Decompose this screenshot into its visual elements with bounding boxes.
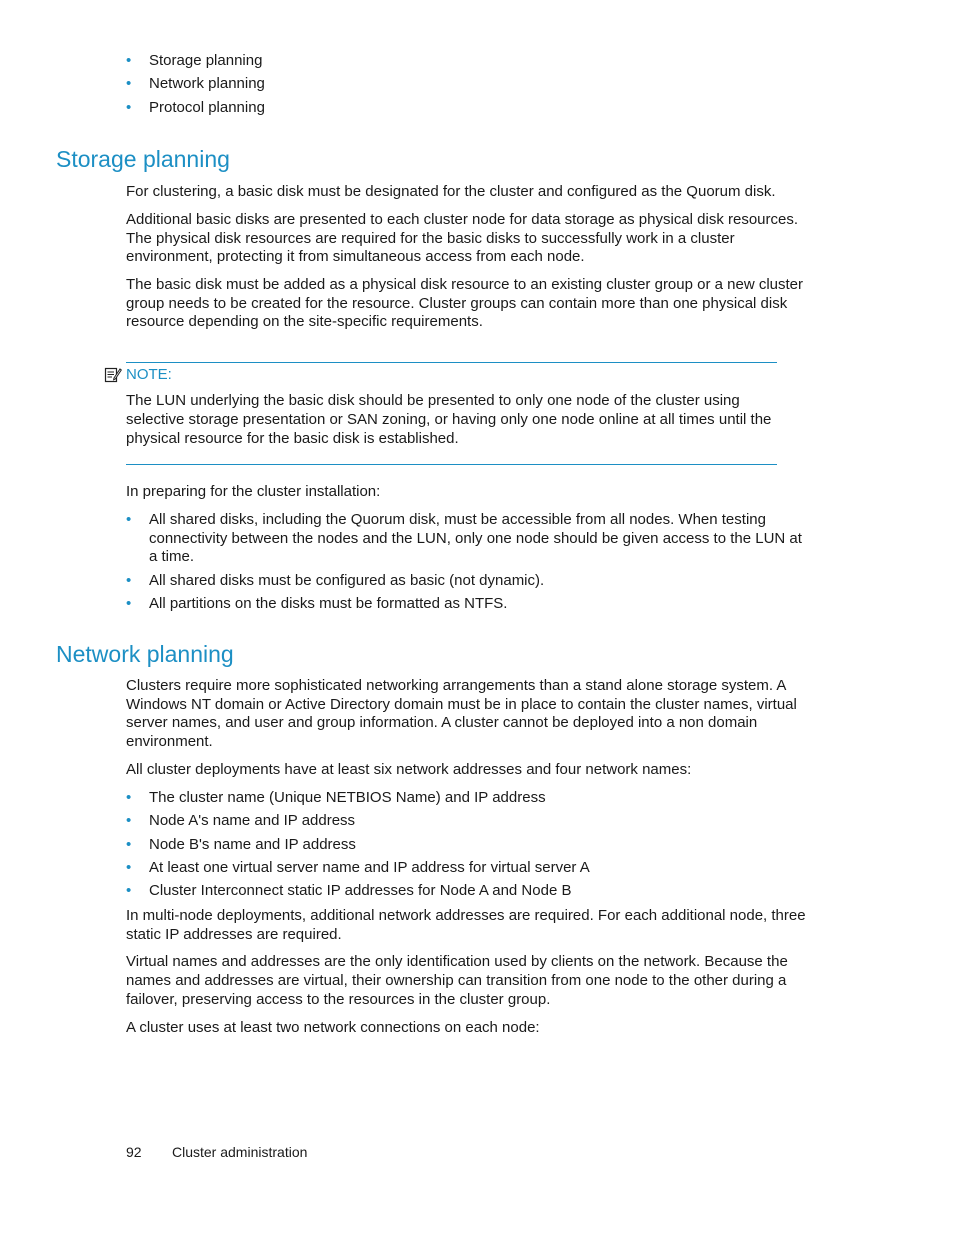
paragraph: In multi-node deployments, additional network addresses are required. For each additional node, three static IP addresses are required. — [126, 906, 806, 943]
list-item: • All shared disks must be configured as basic (not dynamic). — [126, 572, 806, 591]
list-item: • At least one virtual server name and IP address for virtual server A — [126, 859, 806, 878]
paragraph: Virtual names and addresses are the only identification used by clients on the network. Because the names and addresses are virtual, their ownership can transition from one node to the other during a failover, preserving access to the resources in the cluster group. — [126, 953, 788, 1008]
paragraph: The basic disk must be added as a physical disk resource to an existing cluster group or a new cluster group needs to be created for the resource. Cluster groups can contain more than one physical disk resource depending on the site-specific requirements. — [126, 276, 804, 331]
page-number: 92 — [126, 1144, 142, 1160]
paragraph: For clustering, a basic disk must be designated for the cluster and configured as the Quorum disk. — [126, 183, 776, 200]
list-item: • The cluster name (Unique NETBIOS Name) and IP address — [126, 789, 806, 808]
storage-planning-body — [126, 183, 806, 332]
page-footer — [126, 1144, 307, 1160]
note-icon — [104, 366, 122, 384]
storage-planning-heading: Storage planning — [56, 146, 230, 172]
network-planning-heading: Network planning — [56, 641, 234, 667]
paragraph: Additional basic disks are presented to each cluster node for data storage as physical disk resources. The physical disk resources are required for the basic disks to successfully work in a cluster environment, protecting it from simultaneous access from each node. — [126, 210, 799, 266]
note-label: NOTE: — [126, 366, 172, 383]
top-bullet-list — [126, 52, 806, 122]
list-item: • Cluster Interconnect static IP addresses for Node A and Node B — [126, 882, 806, 901]
installation-prep — [126, 483, 806, 618]
list-item: • All shared disks, including the Quorum disk, must be accessible from all nodes. When testing connectivity between the nodes and the LUN, only one node should be given access to the LUN at a time. — [126, 511, 806, 567]
network-list — [126, 789, 806, 901]
prep-list — [126, 511, 806, 614]
list-item: • Node B's name and IP address — [126, 836, 806, 855]
list-item: • Storage planning — [126, 52, 806, 71]
list-item: • Protocol planning — [126, 99, 806, 118]
paragraph: Clusters require more sophisticated networking arrangements than a stand alone storage system. A Windows NT domain or Active Directory domain must be in place to contain the cluster names, virtual server names, and user and group information. A cluster cannot be deployed into a non domain environment. — [126, 677, 797, 750]
network-planning-body — [126, 677, 806, 1037]
prep-intro: In preparing for the cluster installation: — [126, 483, 381, 500]
note-header — [104, 366, 172, 384]
list-item: • Network planning — [126, 75, 806, 94]
paragraph: All cluster deployments have at least six network addresses and four network names: — [126, 760, 692, 778]
footer-section-title: Cluster administration — [172, 1144, 308, 1160]
note-text: The LUN underlying the basic disk should be presented to only one node of the cluster using selective storage presentation or SAN zoning, or having only one node online at all times until the physical resource for the basic disk is established. — [126, 392, 772, 447]
note-box — [126, 362, 777, 465]
list-item: • All partitions on the disks must be formatted as NTFS. — [126, 595, 806, 614]
paragraph: A cluster uses at least two network connections on each node: — [126, 1018, 540, 1036]
list-item: • Node A's name and IP address — [126, 812, 806, 831]
